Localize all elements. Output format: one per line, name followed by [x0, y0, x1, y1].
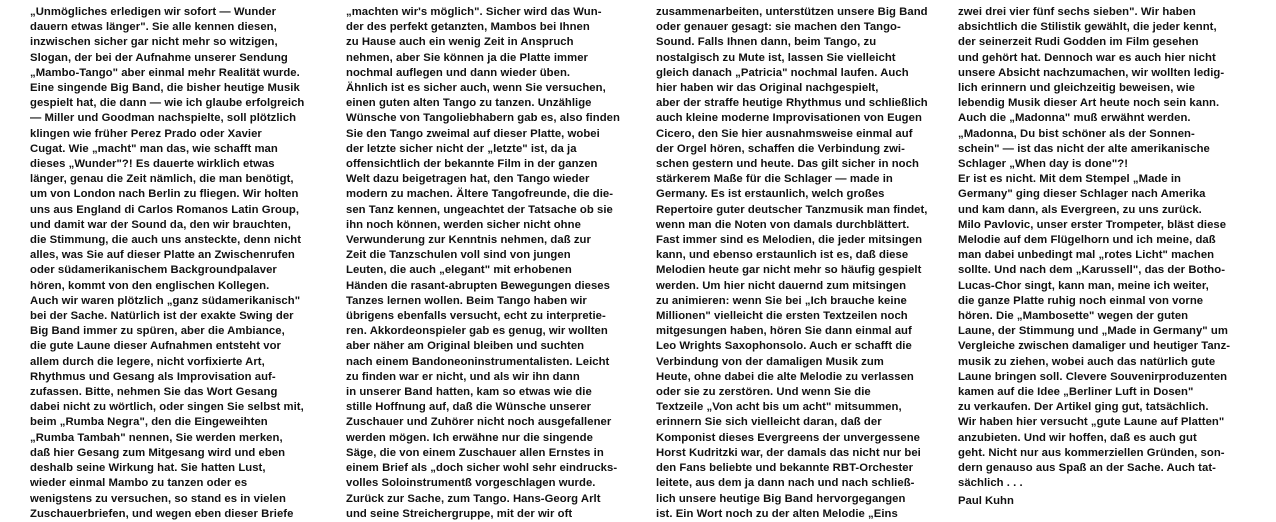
text-column-2: „machten wir's möglich". Sicher wird das Wun- der des perfekt getanzten, Mambos bei Ihnen zu Hause auch ein wenig Zeit in Anspruch nehmen, aber Sie können ja die Platte immer nochmal auflegen und dann wieder üben. Ähnlich ist es sicher auch, wenn Sie versuchen, einen guten alten Tango zu tanzen. Unzählige Wünsche von Tangoliebhabern gab es, also finden Sie den Tango zweimal auf dieser Platte, wobei der letzte sicher nicht der „letzte" ist, da ja offensichtlich der bekannte Film in der ganzen Welt dazu beigetragen hat, den Tango wieder modern zu machen. Ältere Tangofreunde, die die- sen Tanz kennen, ungeachtet der Tatsache ob sie ihn noch können, werden sicher nicht ohne Verwunderung zur Kenntnis nehmen, daß zur Zeit die Tanzschulen voll sind von jungen Leuten, die auch „elegant" mit erhobenen Händen die rasant-abrupten Bewegungen dieses Tanzes lernen wollen. Beim Tango haben wir übrigens ebenfalls versucht, echt zu interpretie- ren. Akkordeonspieler gab es genug, wir wollten aber näher am Original bleiben und suchten nach einem Bandoneoninstrumentalisten. Leicht zu finden war er nicht, und als wir ihn dann in unserer Band hatten, kam so etwas wie die stille Hoffnung auf, daß die Wünsche unserer Zuschauer und Zuhörer nicht noch ausgefallener werden mögen. Ich erwähne nur die singende Säge, die von einem Zuschauer allen Ernstes in einem Brief als „doch sicher wohl sehr eindrucks- volles Soloinstrumentß vorgeschlagen wurde. Zurück zur Sache, zum Tango. Hans-Georg Arlt und seine Streichergruppe, mit der wir oft [346, 6, 620, 520]
text-column-4: zwei drei vier fünf sechs sieben". Wir haben absichtlich die Stilistik gewählt, die jeder kennt, der seinerzeit Rudi Godden im Film gesehen und gehört hat. Dennoch war es auch hier nicht unsere Absicht nachzumachen, wir wollten ledig- lich erinnern und gleichzeitig beweisen, wie lebendig Musik dieser Art heute noch sein kann. Auch die „Madonna" muß erwähnt werden. „Madonna, Du bist schöner als der Sonnen- schein" — ist das nicht der alte amerikanische Schlager „When day is done"?! Er ist es nicht. Mit dem Stempel „Made in Germany" ging dieser Schlager nach Amerika und kam dann, als Evergreen, zu uns zurück. Milo Pavlovic, unser erster Trompeter, bläst diese Melodie auf dem Flügelhorn und ich meine, daß man dabei unbedingt mal „rotes Licht" machen sollte. Und nach dem „Karussell", das der Botho- Lucas-Chor singt, kann man, meine ich weiter, die ganze Platte ruhig noch einmal von vorne hören. Die „Mambosette" wegen der guten Laune, der Stimmung und „Made in Germany" um Vergleiche zwischen damaliger und heutiger Tanz- musik zu ziehen, wobei auch das natürlich gute Laune bringen soll. Clevere Souvenirproduzenten kamen auf die Idee „Berliner Luft in Dosen" zu verkaufen. Der Artikel ging gut, tatsächlich. Wir haben hier versucht „gute Laune auf Platten" anzubieten. Und wir hoffen, daß es auch gut geht. Nicht nur aus kommerziellen Gründen, son- dern genauso aus Spaß an der Sache. Auch tat- sächlich . . . [958, 6, 1231, 490]
author-signature: Paul Kuhn [958, 495, 1014, 507]
text-column-3: zusammenarbeiten, unterstützen unsere Big Band oder genauer gesagt: sie machen den Tango- Sound. Falls Ihnen dann, beim Tango, zu nostalgisch zu Mute ist, lassen Sie vielleicht gleich danach „Patricia" nochmal laufen. Auch hier haben wir das Original nachgespielt, aber der straffe heutige Rhythmus und schließlich auch kleine moderne Improvisationen von Eugen Cicero, den Sie hier ausnahmsweise einmal auf der Orgel hören, schaffen die Verbindung zwi- schen gestern und heute. Das gilt sicher in noch stärkerem Maße für die Schlager — made in Germany. Es ist erstaunlich, welch großes Repertoire guter deutscher Tanzmusik man findet, wenn man die Noten von damals durchblättert. Fast immer sind es Melodien, die jeder mitsingen kann, und ebenso erstaunlich ist es, daß diese Melodien heute gar nicht mehr so häufig gespielt werden. Um hier nicht dauernd zum mitsingen zu animieren: wenn Sie bei „Ich brauche keine Millionen" vielleicht die ersten Textzeilen noch mitgesungen haben, hören Sie dann einmal auf Leo Wrights Saxophonsolo. Auch er schafft die Verbindung von der damaligen Musik zum Heute, ohne dabei die alte Melodie zu verlassen oder sie zu zerstören. Und wenn Sie die Textzeile „Von acht bis um acht" mitsummen, erinnern Sie sich vielleicht daran, daß der Komponist dieses Evergreens der unvergessene Horst Kudritzki war, der damals das nicht nur bei den Fans beliebte und bekannte RBT-Orchester leitete, aus dem ja dann nach und nach schließ- lich unsere heutige Big Band hervorgegangen ist. Ein Wort noch zu der alten Melodie „Eins [656, 6, 928, 520]
text-column-1: „Unmögliches erledigen wir sofort — Wunder dauern etwas länger". Sie alle kennen diesen, inzwischen sicher gar nicht mehr so witzigen, Slogan, der bei der Aufnahme unserer Sendung „Mambo-Tango" aber einmal mehr Realität wurde. Eine singende Big Band, die bisher heutige Musik gespielt hat, die dann — wie ich glaube erfolgreich — Miller und Goodman nachspielte, soll plötzlich klingen wie früher Perez Prado oder Xavier Cugat. Wie „macht" man das, wie schafft man dieses „Wunder"?! Es dauerte wirklich etwas länger, genau die Zeit nämlich, die man benötigt, um von London nach Berlin zu fliegen. Wir holten uns aus England di Carlos Romanos Latin Group, und damit war der Sound da, den wir brauchten, die Stimmung, die auch uns ansteckte, denn nicht alles, was Sie auf dieser Platte an Zwischenrufen oder südamerikanischem Backgroundpalaver hören, kommt von den englischen Kollegen. Auch wir waren plötzlich „ganz südamerikanisch" bei der Sache. Natürlich ist der exakte Swing der Big Band immer zu spüren, aber die Ambiance, die gute Laune dieser Aufnahmen entsteht vor allem durch die legere, nicht vorfixierte Art, Rhythmus und Gesang als Improvisation auf- zufassen. Bitte, nehmen Sie das Wort Gesang dabei nicht zu wörtlich, oder singen Sie selbst mit, beim „Rumba Negra", den die Eingeweihten „Rumba Tambah" nennen, Sie werden merken, daß hier Gesang zum Mitgesang wird und eben deshalb seine Wirkung hat. Sie hatten Lust, wieder einmal Mambo zu tanzen oder es wenigstens zu versuchen, so stand es in vielen Zuschauerbriefen, und wegen eben dieser Briefe [30, 6, 305, 520]
